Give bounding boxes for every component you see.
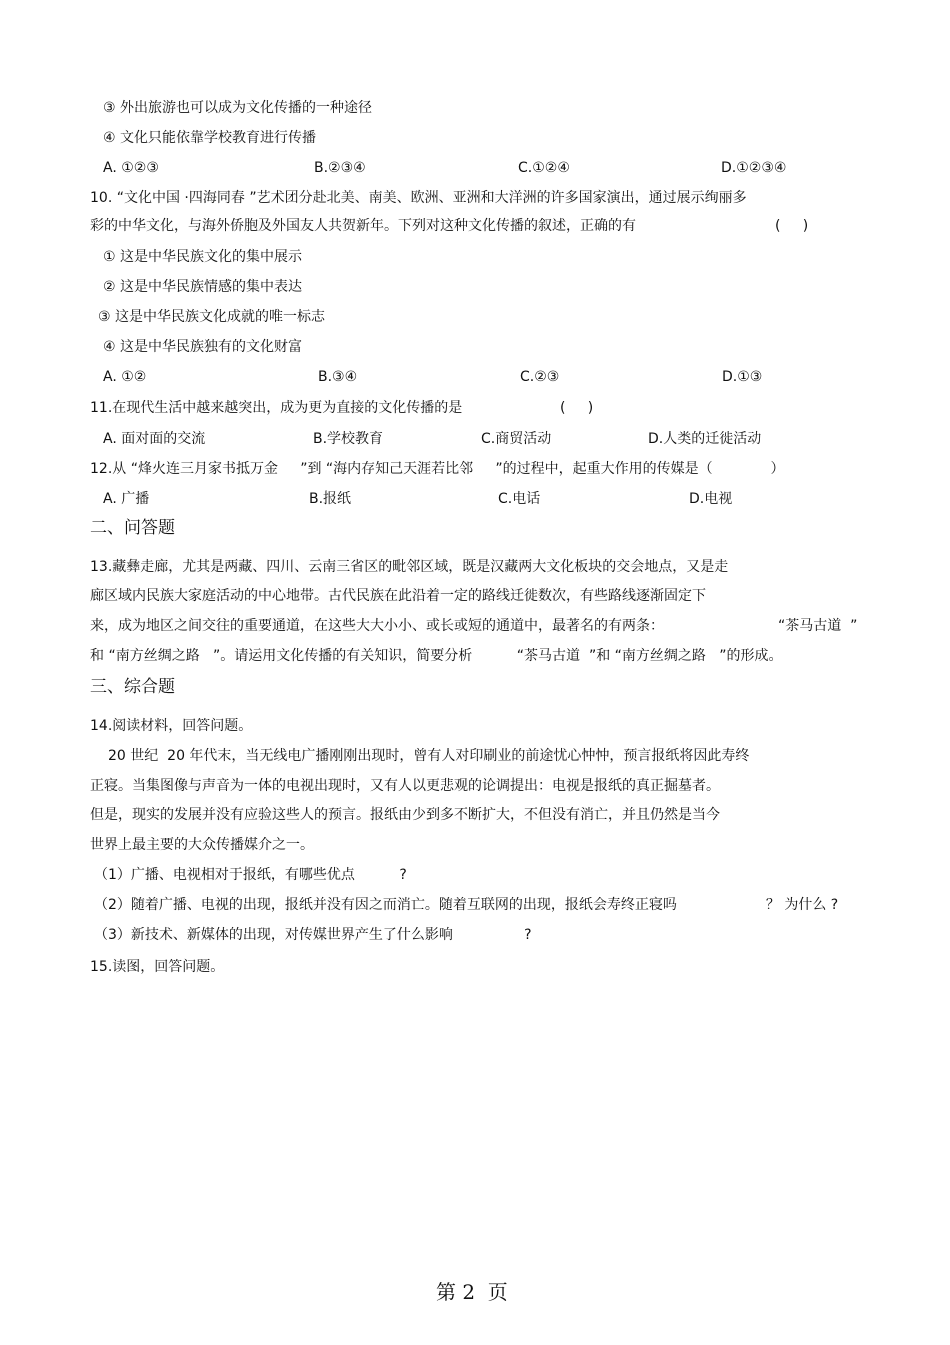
q10-stem-line-1: 10. “文化中国 ·四海同春 ”艺术团分赴北美、南美、欧洲、亚洲和大洋洲的许多国家演出，通过展示绚丽多 [90,190,747,206]
q10-answer-paren: ( ) [775,218,809,234]
q14-material-line-1: 20 世纪 20 年代末，当无线电广播刚刚出现时，曾有人对印刷业的前途忧心忡忡，预言报纸将因此寿终 [108,748,750,764]
q10-option-c: C.②③ [520,369,560,385]
q9-item-3: ③ 外出旅游也可以成为文化传播的一种途径 [103,100,372,116]
section-heading-comprehensive: 三、综合题 [90,677,175,697]
q12-option-c: C.电话 [498,491,541,507]
q10-item-2: ② 这是中华民族情感的集中表达 [103,279,303,295]
q14-sub-question-2: （2）随着广播、电视的出现，报纸并没有因之而消亡。随着互联网的出现，报纸会寿终正寝吗 ？ 为什么 ? [94,897,839,913]
q14-material-line-4: 世界上最主要的大众传播媒介之一。 [90,837,314,853]
q14-intro: 14.阅读材料，回答问题。 [90,718,253,734]
q10-option-a: A. ①② [103,369,147,385]
q10-item-1: ① 这是中华民族文化的集中展示 [103,249,303,265]
q13-line-2: 廊区域内民族大家庭活动的中心地带。古代民族在此沿着一定的路线迁徙数次，有些路线逐渐固定下 [90,588,706,604]
section-heading-qa: 二、问答题 [90,518,175,538]
q12-option-b: B.报纸 [309,491,352,507]
q15-stem: 15.读图，回答问题。 [90,959,225,975]
q9-option-a: A. ①②③ [103,160,159,176]
q11-option-b: B.学校教育 [313,431,384,447]
q11-stem: 11.在现代生活中越来越突出，成为更为直接的文化传播的是 [90,400,463,416]
q14-sub-question-1: （1）广播、电视相对于报纸，有哪些优点 ? [94,867,407,883]
q14-material-line-3: 但是，现实的发展并没有应验这些人的预言。报纸由少到多不断扩大，不但没有消亡，并且仍然是当今 [90,807,720,823]
q9-option-c: C.①②④ [518,160,570,176]
q13-line-1: 13.藏彝走廊，尤其是两藏、四川、云南三省区的毗邻区域，既是汉藏两大文化板块的交会地点，又是走 [90,559,729,575]
q10-stem-line-2: 彩的中华文化，与海外侨胞及外国友人共贺新年。下列对这种文化传播的叙述，正确的有 [90,218,636,234]
q14-sub-question-3: （3）新技术、新媒体的出现，对传媒世界产生了什么影响 ? [94,927,532,943]
q11-option-c: C.商贸活动 [481,431,552,447]
q9-option-d: D.①②③④ [721,160,787,176]
q9-item-4: ④ 文化只能依靠学校教育进行传播 [103,130,317,146]
q10-option-d: D.①③ [722,369,763,385]
q14-material-line-2: 正寝。当集图像与声音为一体的电视出现时，又有人以更悲观的论调提出：电视是报纸的真正掘墓者。 [90,778,720,794]
q13-line-4: 和 “南方丝绸之路 ”。请运用文化传播的有关知识，简要分析 “茶马古道 ”和 “南方丝绸之路 ”的形成。 [90,648,783,664]
q10-item-3: ③ 这是中华民族文化成就的唯一标志 [98,309,326,325]
page-number: 第 2 页 [436,1280,508,1304]
q12-option-d: D.电视 [689,491,733,507]
q12-stem: 12.从 “烽火连三月家书抵万金 ”到 “海内存知己天涯若比邻 ”的过程中，起重大作用的传媒是（ ） [90,461,785,477]
q13-line-3: 来，成为地区之间交往的重要通道，在这些大大小小、或长或短的通道中，最著名的有两条： [90,618,664,634]
q10-item-4: ④ 这是中华民族独有的文化财富 [103,339,303,355]
q9-option-b: B.②③④ [314,160,366,176]
q11-answer-paren: ( ) [560,400,594,416]
q12-option-a: A. 广播 [103,491,150,507]
q10-option-b: B.③④ [318,369,358,385]
q11-option-a: A. 面对面的交流 [103,431,206,447]
q13-line-3-term: “茶马古道 ” [778,618,858,634]
q11-option-d: D.人类的迁徙活动 [648,431,762,447]
